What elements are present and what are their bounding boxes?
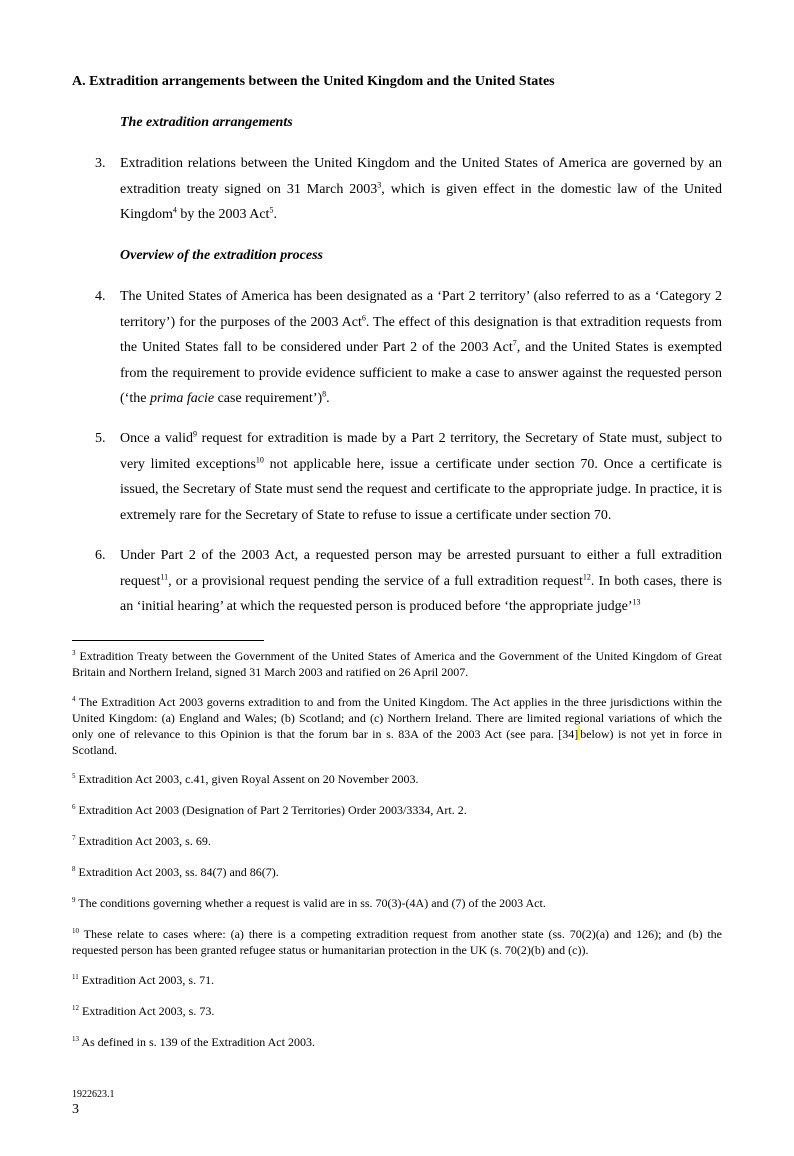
footnote-ref[interactable]: 13: [632, 597, 641, 607]
text-run: . The effect of this designation is that extradition requests from the United States fall to be considered under Part 2 of the 2003 Act: [120, 314, 722, 355]
paragraph-body: [120, 284, 722, 412]
subheading-overview: Overview of the extradition process: [120, 248, 323, 263]
footnote-marker: 6: [72, 803, 76, 811]
footnote-text: Extradition Act 2003, ss. 84(7) and 86(7).: [75, 865, 279, 879]
footnote-ref[interactable]: 9: [193, 429, 198, 439]
paragraph-body: [120, 426, 722, 528]
footnote-text: The conditions governing whether a request is valid are in ss. 70(3)-(4A) and (7) of the 2003 Act.: [75, 896, 546, 910]
footnote-ref[interactable]: 5: [269, 205, 274, 215]
footnote-marker: 10: [72, 927, 79, 935]
paragraph-number: 5.: [95, 431, 106, 446]
footnote-marker: 9: [72, 896, 76, 904]
footnote-5: [72, 772, 722, 788]
footnote-text: Extradition Treaty between the Government of the United States of America and the Government of the United Kingdom of Great Britain and Northern Ireland, signed 31 March 2003 and ratified on 26 April 2007.: [72, 649, 722, 679]
text-run: The United States of America has been designated as a ‘Part 2 territory’ (also referred to as a ‘Category 2 territory’) for the purposes of the 2003 Act: [120, 289, 722, 330]
footnote-marker: 8: [72, 865, 76, 873]
footnote-text: Extradition Act 2003, c.41, given Royal Assent on 20 November 2003.: [75, 772, 419, 786]
text-run: by the 2003 Act: [176, 207, 270, 222]
footnote-separator: [72, 640, 264, 641]
paragraph-5: [95, 426, 722, 528]
paragraph-4: [95, 284, 722, 412]
footnote-text: These relate to cases where: (a) there is a competing extradition request from another state (ss. 70(2)(a) and 126); and (b) the requested person has been granted refugee status or humanitarian protection in the UK (s. 70(2)(b) and (c)).: [72, 927, 722, 957]
footnote-ref[interactable]: 7: [512, 338, 517, 348]
footnote-text: Extradition Act 2003, s. 71.: [78, 973, 215, 987]
footnote-ref[interactable]: 3: [377, 179, 382, 189]
footnote-9: [72, 896, 722, 912]
footnote-ref[interactable]: 6: [361, 312, 366, 322]
paragraph-number: 3.: [95, 156, 106, 171]
footnote-marker: 7: [72, 834, 76, 842]
text-run: , which is given effect in the domestic law of the United Kingdom: [120, 181, 722, 222]
footnote-text: Extradition Act 2003 (Designation of Part 2 Territories) Order 2003/3334, Art. 2.: [75, 803, 467, 817]
section-heading: A. Extradition arrangements between the United Kingdom and the United States: [72, 74, 555, 89]
text-run: Extradition relations between the United Kingdom and the United States of America are governed by an extradition treaty signed on 31 March 2003: [120, 156, 722, 197]
footnote-ref[interactable]: 4: [172, 205, 177, 215]
text-run: not applicable here, issue a certificate under section 70. Once a certificate is issued, the Secretary of State must send the request and certificate to the appropriate judge. In practice, it is extremely rare for the Secretary of State to refuse to issue a certificate under section 70.: [120, 456, 722, 523]
document-id: 1922623.1: [72, 1089, 115, 1100]
footnote-8: [72, 865, 722, 881]
footnote-marker: 11: [72, 973, 79, 981]
footnote-ref[interactable]: 10: [255, 454, 264, 464]
footnote-text: below) is not yet in force in Scotland.: [72, 727, 722, 757]
footnote-marker: 13: [72, 1035, 79, 1043]
paragraph-6: [95, 543, 722, 620]
footnote-ref[interactable]: 11: [160, 571, 169, 581]
paragraph-number: 4.: [95, 289, 106, 304]
text-run: request for extradition is made by a Part 2 territory, the Secretary of State must, subject to very limited exceptions: [120, 431, 723, 472]
footnote-text: As defined in s. 139 of the Extradition Act 2003.: [79, 1035, 315, 1049]
text-run: , or a provisional request pending the service of a full extradition request: [168, 573, 583, 589]
footnote-marker: 12: [72, 1004, 79, 1012]
footnote-ref[interactable]: 8: [322, 389, 327, 399]
italic-term: prima facie: [149, 391, 215, 406]
paragraph-body: [120, 543, 722, 620]
text-run: Once a valid: [120, 431, 194, 446]
footnote-marker: 3: [72, 649, 76, 657]
text-run: Under Part 2 of the 2003 Act, a requested person may be arrested pursuant to either a full extradition request: [120, 548, 722, 589]
footnote-12: [72, 1004, 722, 1020]
footnote-3: [72, 649, 722, 680]
footnote-10: [72, 927, 722, 958]
paragraph-body: [120, 151, 722, 228]
text-run: , and the United States is exempted from the requirement to provide evidence sufficient to make a case to answer against the requested person (‘the: [120, 340, 722, 406]
subheading-arrangements: The extradition arrangements: [120, 115, 293, 130]
footnote-11: [72, 973, 722, 989]
footnote-text: Extradition Act 2003, s. 73.: [79, 1004, 215, 1018]
footnote-6: [72, 803, 722, 819]
paragraph-3: [95, 151, 722, 228]
footnote-13: [72, 1035, 722, 1051]
paragraph-number: 6.: [95, 548, 106, 563]
footnote-marker: 5: [72, 772, 76, 780]
footnote-text: Extradition Act 2003, s. 69.: [75, 834, 211, 848]
text-run: .: [273, 207, 277, 222]
footnote-4: [72, 695, 722, 758]
footnote-text: The Extradition Act 2003 governs extradition to and from the United Kingdom. The Act applies in the three jurisdictions within the United Kingdom: (a) England and Wales; (b) Scotland; and (c) Northern Ireland. There are limited regional variations of which the only one of relevance to this Opinion is that the forum bar in s. 83A of the 2003 Act (see para. [34]: [72, 695, 722, 741]
footnote-ref[interactable]: 12: [582, 571, 591, 581]
page-number: 3: [72, 1102, 79, 1117]
footnote-marker: 4: [72, 695, 76, 703]
text-run: .: [326, 391, 330, 406]
text-run: . In both cases, there is an ‘initial hearing’ at which the requested person is produced before ‘the appropriate judge’: [120, 573, 722, 614]
footnote-7: [72, 834, 722, 850]
text-run: case requirement’): [214, 391, 323, 406]
